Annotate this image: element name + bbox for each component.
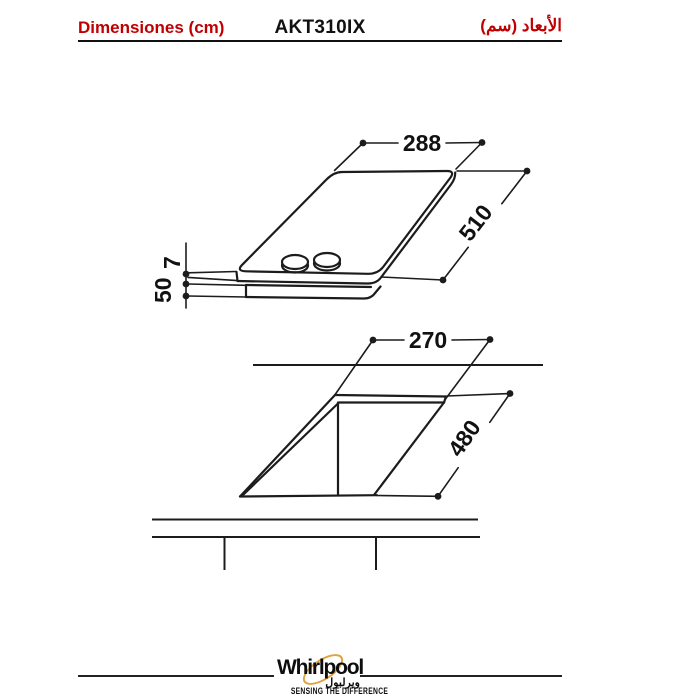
cutout-opening bbox=[240, 395, 446, 497]
dim-label-510: 510 bbox=[453, 199, 498, 246]
dimension-width-288 bbox=[335, 130, 486, 171]
dim-label-50: 50 bbox=[150, 277, 176, 303]
footer-divider-left bbox=[78, 675, 274, 677]
header-title-spanish: Dimensiones (cm) bbox=[78, 18, 225, 37]
hob-lower-body bbox=[246, 285, 381, 299]
dim-label-270: 270 bbox=[408, 327, 448, 353]
dimension-heights-7-50 bbox=[150, 243, 246, 308]
hob-top-face bbox=[240, 171, 452, 274]
footer-divider-right bbox=[360, 675, 562, 677]
brand-tagline: SENSING THE DIFFERENCE bbox=[290, 686, 389, 696]
whirlpool-wordmark-arabic: ويرلبول bbox=[325, 677, 360, 689]
whirlpool-wordmark: Whirlpool bbox=[276, 656, 363, 679]
dimension-cutout-270 bbox=[336, 327, 494, 399]
worktop-cutout-view bbox=[152, 327, 543, 570]
knob-right bbox=[314, 253, 340, 267]
worktop-front-edges bbox=[152, 520, 480, 571]
hob-isometric-view bbox=[150, 130, 530, 308]
header-title-arabic: الأبعاد (سم) bbox=[480, 16, 562, 35]
dim-label-7: 7 bbox=[159, 256, 185, 269]
model-number: AKT310IX bbox=[274, 17, 366, 38]
knob-left bbox=[282, 255, 308, 269]
dimension-cutout-480 bbox=[377, 390, 513, 500]
dim-label-480: 480 bbox=[442, 414, 486, 462]
dim-label-288: 288 bbox=[402, 130, 442, 156]
